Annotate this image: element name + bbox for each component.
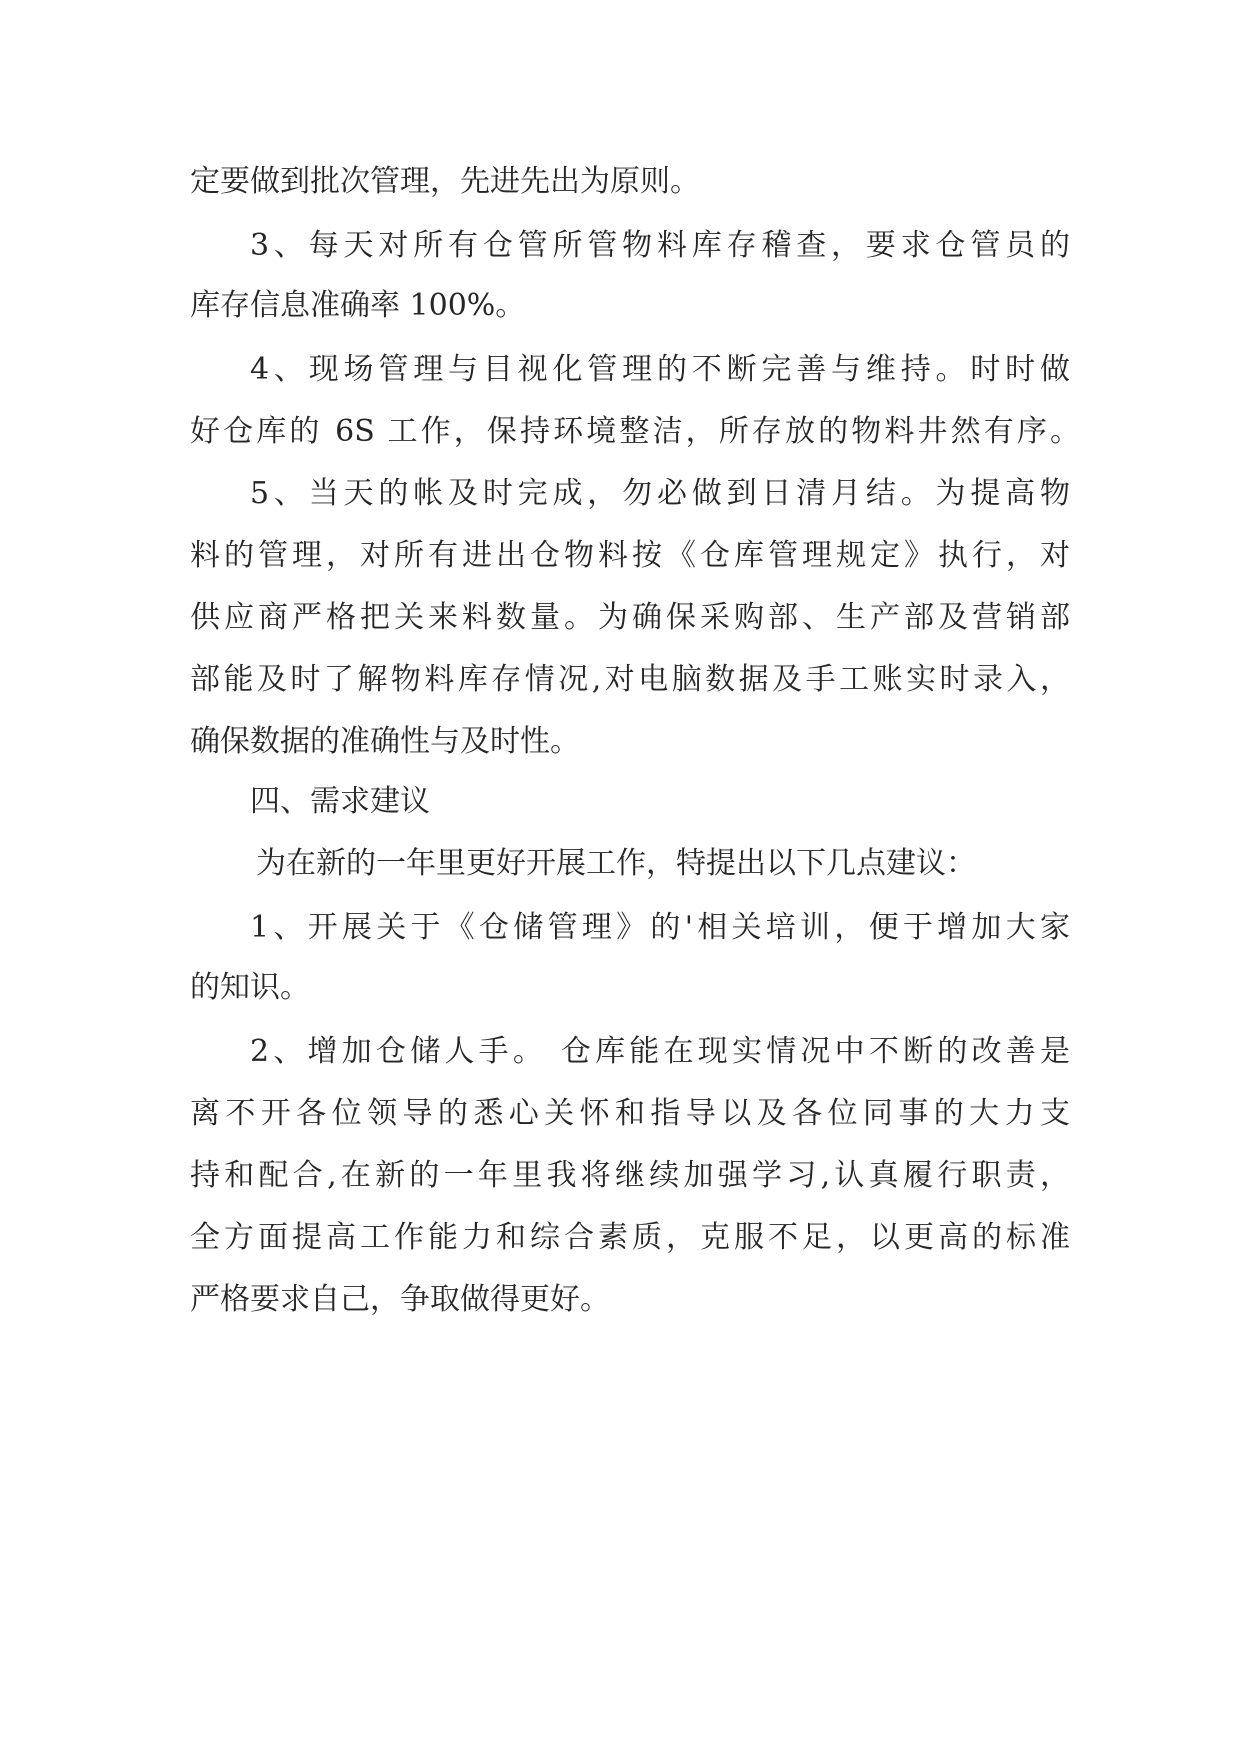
text-line: 部能及时了解物料库存情况,对电脑数据及手工账实时录入， — [190, 662, 1070, 697]
text-line: 2、增加仓储人手。 仓库能在现实情况中不断的改善是 — [250, 1034, 1070, 1069]
text-line: 1、开展关于《仓储管理》的'相关培训，便于增加大家 — [250, 910, 1070, 945]
text-line: 库存信息准确率 100%。 — [190, 288, 526, 323]
text-line: 严格要求自己，争取做得更好。 — [190, 1282, 610, 1317]
text-line: 5、当天的帐及时完成，勿必做到日清月结。为提高物 — [250, 476, 1070, 511]
text-line: 4、现场管理与目视化管理的不断完善与维持。时时做 — [250, 352, 1070, 387]
text-line: 料的管理，对所有进出仓物料按《仓库管理规定》执行，对 — [190, 538, 1070, 573]
text-line: 持和配合,在新的一年里我将继续加强学习,认真履行职责， — [190, 1158, 1070, 1193]
text-line: 为在新的一年里更好开展工作，特提出以下几点建议： — [256, 846, 976, 881]
text-line: 全方面提高工作能力和综合素质，克服不足，以更高的标准 — [190, 1220, 1070, 1255]
section-heading: 四、需求建议 — [250, 784, 430, 819]
text-line: 确保数据的准确性与及时性。 — [190, 724, 580, 759]
text-line: 定要做到批次管理，先进先出为原则。 — [190, 164, 700, 199]
text-line: 的知识。 — [190, 970, 310, 1005]
text-line: 供应商严格把关来料数量。为确保采购部、生产部及营销部 — [190, 600, 1070, 635]
text-line: 好仓库的 6S 工作，保持环境整洁，所存放的物料井然有序。 — [190, 414, 1080, 449]
text-line: 3、每天对所有仓管所管物料库存稽查，要求仓管员的 — [250, 228, 1070, 263]
text-line: 离不开各位领导的悉心关怀和指导以及各位同事的大力支 — [190, 1096, 1070, 1131]
